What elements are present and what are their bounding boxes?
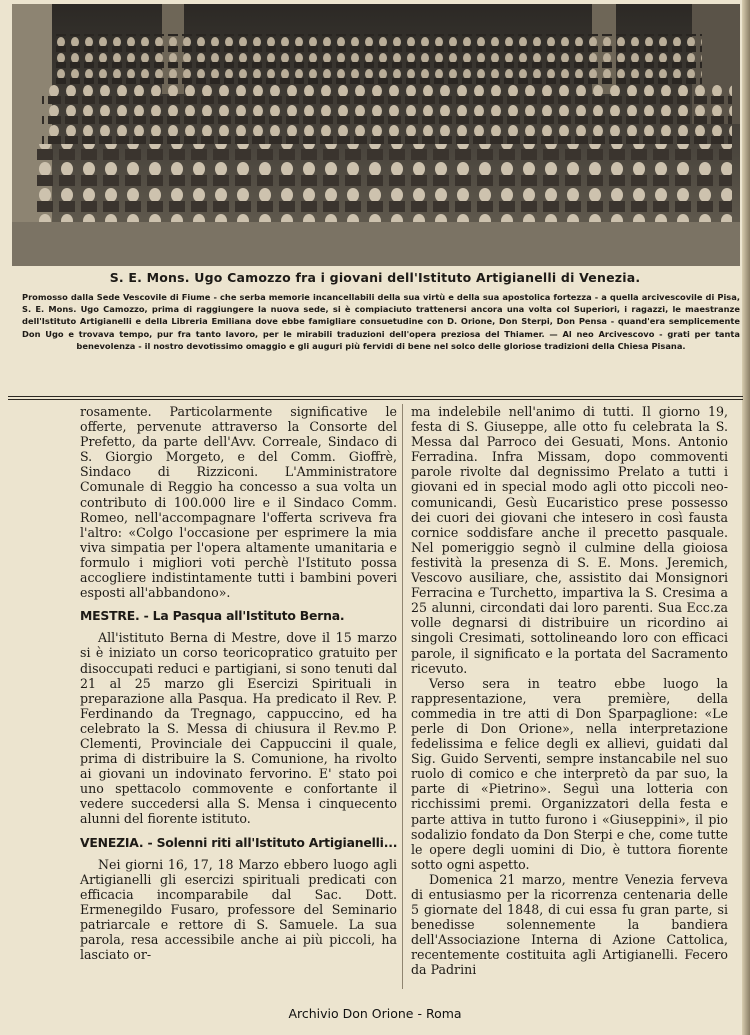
- article-paragraph: ma indelebile nell'animo di tutti. Il giorno 19, festa di S. Giuseppe, alle otto fu celebrata la S. Messa dal Parroco dei Gesuati, Mons. Antonio Ferradina. Infra Missam, dopo commoventi parole rivolte dal degnissimo Prelato a tutti i giovani ed in special modo agli otto piccoli neo-comunicandi, Gesù Eucaristico prese possesso dei cuori dei giovani che intesero in così fausta cornice soddisfare anche il precetto pasquale. Nel pomeriggio segnò il culmine della gioiosa festività la presenza di S. E. Mons. Jeremich, Vescovo ausiliare, che, assistito dai Monsignori Ferracina e Turchetto, impartiva la S. Cresima a 25 alunni, circondati dai loro parenti. Sua Ecc.za volle degnarsi di distribuire un ricordino ai singoli Cresimati, sottolineando loro con efficaci parole, il significato e la portata del Sacramento ricevuto.: [411, 404, 728, 676]
- group-photo-drawing: [12, 4, 740, 266]
- article-paragraph: rosamente. Particolarmente significative le offerte, pervenute attraverso la Consorte del Prefetto, da parte dell'Avv. Correale, Sindaco di S. Giorgio Morgeto, e del Comm. Gioffrè, Sindaco di Rizziconi. L'Amministratore Comunale di Reggio ha concesso a sua volta un contributo di 100.000 lire e il Sindaco Comm. Romeo, nell'accompagnare l'offerta scriveva fra l'altro: «Colgo l'occasione per esprimere la mia viva simpatia per l'opera altamente umanitaria e formulo i migliori voti perchè l'Istituto possa accogliere indistintamente tutti i bambini poveri esposti all'abbandono».: [80, 404, 397, 601]
- section-heading-venezia: VENEZIA. - Solenni riti all'Istituto Artigianelli...: [80, 834, 398, 850]
- article-paragraph: Verso sera in teatro ebbe luogo la rappresentazione, vera première, della commedia in tre atti di Don Sparpaglione: «Le perle di Don Orione», nella interpretazione fedelissima e felice degli ex allievi, guidati dal Sig. Guido Serventi, sempre instancabile nel suo ruolo di comico e che interpretò da par suo, la parte di «Pietrino». Seguì una lotteria con ricchissimi premi. Organizzatori della festa e parte attiva in tutto furono i «Giuseppini», il pio sodalizio fondato da Don Sterpi e che, come tutte le opere degli uomini di Dio, è tuttora fiorente sotto ogni aspetto.: [411, 675, 728, 872]
- article-paragraph: Nei giorni 16, 17, 18 Marzo ebbero luogo agli Artigianelli gli esercizi spirituali predicati con efficacia incomparabile dal Sac. Dott. Ermenegildo Fusaro, professore del Seminario patriarcale e rettore di S. Samuele. La sua parola, resa accessibile anche ai più piccoli, ha lasciato or-: [80, 856, 397, 963]
- group-photo-image: [12, 4, 740, 266]
- column-divider: [402, 404, 403, 989]
- section-heading-mestre: MESTRE. - La Pasqua all'Istituto Berna.: [80, 608, 345, 624]
- article-paragraph: Domenica 21 marzo, mentre Venezia ferveva di entusiasmo per la ricorrenza centenaria delle 5 giornate del 1848, di cui essa fu gran parte, si benedisse solennemente la bandiera dell'Associazione Interna di Azione Cattolica, recentemente costituita agli Artigianelli. Fecero da Padrini: [411, 871, 728, 978]
- section-divider-rule: [8, 396, 743, 397]
- right-column: [411, 404, 728, 978]
- section-divider-rule: [8, 399, 743, 400]
- photo-caption-body: Promosso dalla Sede Vescovile di Fiume - che serba memorie incancellabili della sua virtù e della sua apostolica fortezza - a quella arcivescovile di Pisa, S. E. Mons. Ugo Camozzo, prima di raggiungere la nuova sede, si è compiaciuto trattenersi ancora una volta col Superiori, i ragazzi, le maestranze dell'Istituto Artigianelli e della Libreria Emiliana dove ebbe famigliare consuetudine con D. Orione, Don Sterpi, Don Pensa - quand'era semplicemente Don Ugo e trovava tempo, pur fra tanto lavoro, per le mirabili traduzioni dell'opera preziosa del Thiamer. — Al neo Arcivescovo - grati per tanta benevolenza - il nostro devotissimo omaggio e gli auguri più fervidi di bene nel solco delle gloriose tradizioni della Chiesa Pisana.: [22, 292, 740, 351]
- photo-caption-title: S. E. Mons. Ugo Camozzo fra i giovani dell'Istituto Artigianelli di Venezia.: [109, 270, 641, 285]
- left-column: [80, 404, 397, 962]
- article-paragraph: All'istituto Berna di Mestre, dove il 15 marzo si è iniziato un corso teoricopratico gratuito per disoccupati reduci e partigiani, si sono tenuti dal 21 al 25 marzo gli Esercizi Spirituali in preparazione alla Pasqua. Ha predicato il Rev. P. Ferdinando da Tregnago, cappuccino, ed ha celebrato la S. Messa di chiusura il Rev.mo P. Clementi, Provinciale dei Cappuccini il quale, prima di distribuire la S. Comunione, ha rivolto ai giovani un indovinato fervorino. E' stato poi uno spettacolo commovente e confortante il vedere succedersi alla S. Mensa i cinquecento alunni del fiorente istituto.: [80, 630, 397, 827]
- page-edge-shadow: [742, 0, 750, 1035]
- archive-footer: Archivio Don Orione - Roma: [288, 1006, 462, 1021]
